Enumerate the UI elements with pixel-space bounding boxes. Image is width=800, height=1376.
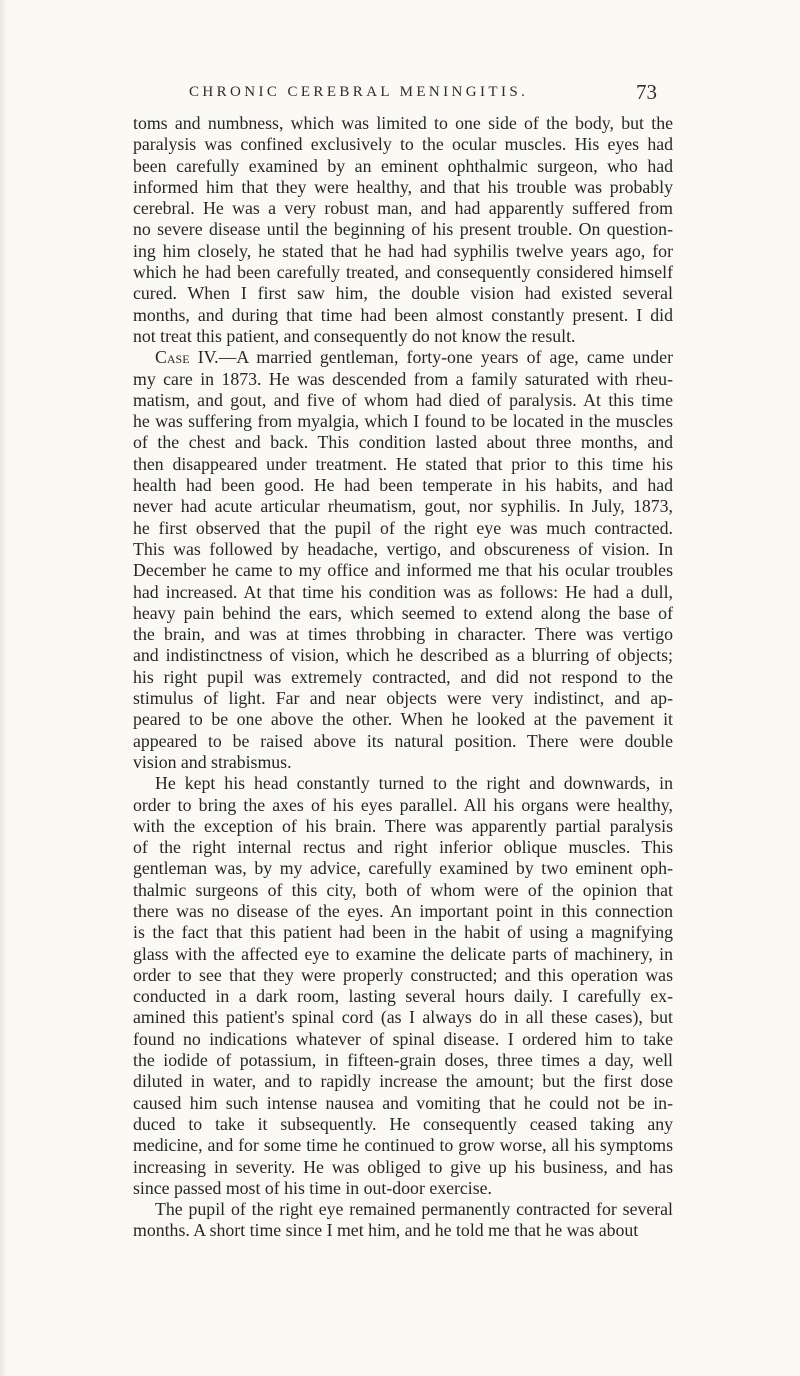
text-line: matism, and gout, and five of whom had died of paralysis. At this time — [133, 389, 673, 410]
text-line: medicine, and for some time he continued to grow worse, all his symptoms — [133, 1135, 673, 1156]
text-line: found no indications whatever of spinal disease. I ordered him to take — [133, 1028, 673, 1049]
text-line: amined this patient's spinal cord (as I always do in all these cases), but — [133, 1007, 673, 1028]
text-line: toms and numbness, which was limited to one side of the body, but the — [133, 113, 673, 133]
text-line: then disappeared under treatment. He stated that prior to this time his — [133, 453, 673, 474]
text-line: The pupil of the right eye remained permanently contracted for several — [155, 1199, 673, 1220]
text-line: gentleman was, by my advice, carefully examined by two eminent oph- — [133, 858, 673, 879]
text-line: caused him such intense nausea and vomiting that he could not be in- — [133, 1092, 673, 1113]
text-line: health had been good. He had been temperate in his habits, and had — [133, 475, 673, 496]
text-line: which he had been carefully treated, and consequently considered himself — [133, 262, 673, 283]
text-line: conducted in a dark room, lasting several hours daily. I carefully ex- — [133, 986, 673, 1007]
text-line: no severe disease until the beginning of his present trouble. On question- — [133, 219, 673, 240]
text-line: heavy pain behind the ears, which seemed to extend along the base of — [133, 602, 673, 623]
text-line: cerebral. He was a very robust man, and had apparently suffered from — [133, 198, 673, 219]
text-line: months. A short time since I met him, and he told me that he was about — [133, 1220, 639, 1241]
text-line: months, and during that time had been almost constantly present. I did — [133, 304, 673, 325]
text-line: cured. When I first saw him, the double vision had existed several — [133, 283, 673, 304]
text-line: increasing in severity. He was obliged to give up his business, and has — [133, 1156, 673, 1177]
text-line: This was followed by headache, vertigo, and obscureness of vision. In — [133, 538, 673, 559]
text-line: ing him closely, he stated that he had had syphilis twelve years ago, for — [133, 240, 673, 261]
running-head — [0, 80, 800, 108]
text-line: He kept his head constantly turned to the right and downwards, in — [155, 773, 673, 794]
text-line: stimulus of light. Far and near objects were very indistinct, and ap- — [133, 688, 673, 709]
case-line-text: —A married gentleman, forty-one years of age, came under — [218, 347, 673, 368]
body-text — [133, 113, 673, 1242]
text-line-case-heading — [133, 347, 673, 368]
text-line: December he came to my office and informed me that his ocular troubles — [133, 560, 673, 581]
text-line: diluted in water, and to rapidly increase the amount; but the first dose — [133, 1071, 673, 1092]
page-number: 73 — [636, 80, 657, 104]
text-line: and indistinctness of vision, which he described as a blurring of objects; — [133, 645, 673, 666]
text-line: of the right internal rectus and right inferior oblique muscles. This — [133, 837, 673, 858]
text-line: vision and strabismus. — [133, 751, 292, 772]
text-line: peared to be one above the other. When he looked at the pavement it — [133, 709, 673, 730]
text-line: been carefully examined by an eminent ophthalmic surgeon, who had — [133, 155, 673, 176]
text-line: is the fact that this patient had been in the habit of using a magnifying — [133, 922, 673, 943]
text-line: his right pupil was extremely contracted, and did not respond to the — [133, 666, 673, 687]
text-line: the iodide of potassium, in fifteen-grain doses, three times a day, well — [133, 1050, 673, 1071]
text-line: there was no disease of the eyes. An important point in this connection — [133, 900, 673, 921]
text-line: thalmic surgeons of this city, both of whom were of the opinion that — [133, 879, 673, 900]
text-line: had increased. At that time his condition was as follows: He had a dull, — [133, 581, 673, 602]
text-line: glass with the affected eye to examine the delicate parts of machinery, in — [133, 943, 673, 964]
text-line: order to see that they were properly constructed; and this operation was — [133, 964, 673, 985]
case-label: Case IV. — [155, 347, 219, 368]
text-line: he first observed that the pupil of the right eye was much contracted. — [133, 517, 673, 538]
text-line: my care in 1873. He was descended from a family saturated with rheu- — [133, 368, 673, 389]
text-line: order to bring the axes of his eyes parallel. All his organs were healthy, — [133, 794, 673, 815]
text-line: duced to take it subsequently. He consequently ceased taking any — [133, 1113, 673, 1134]
text-line: with the exception of his brain. There was apparently partial paralysis — [133, 815, 673, 836]
text-line: he was suffering from myalgia, which I found to be located in the muscles — [133, 411, 673, 432]
binding-gutter-shadow — [0, 0, 8, 1376]
text-line: the brain, and was at times throbbing in character. There was vertigo — [133, 624, 673, 645]
text-line: since passed most of his time in out-door exercise. — [133, 1177, 493, 1198]
text-line: paralysis was confined exclusively to the ocular muscles. His eyes had — [133, 134, 673, 155]
text-line: never had acute articular rheumatism, gout, nor syphilis. In July, 1873, — [133, 496, 673, 517]
text-line: appeared to be raised above its natural position. There were double — [133, 730, 673, 751]
running-title: CHRONIC CEREBRAL MENINGITIS. — [189, 84, 529, 100]
text-line: not treat this patient, and consequently do not know the result. — [133, 325, 576, 346]
text-line: informed him that they were healthy, and that his trouble was probably — [133, 176, 673, 197]
text-line: of the chest and back. This condition lasted about three months, and — [133, 432, 673, 453]
